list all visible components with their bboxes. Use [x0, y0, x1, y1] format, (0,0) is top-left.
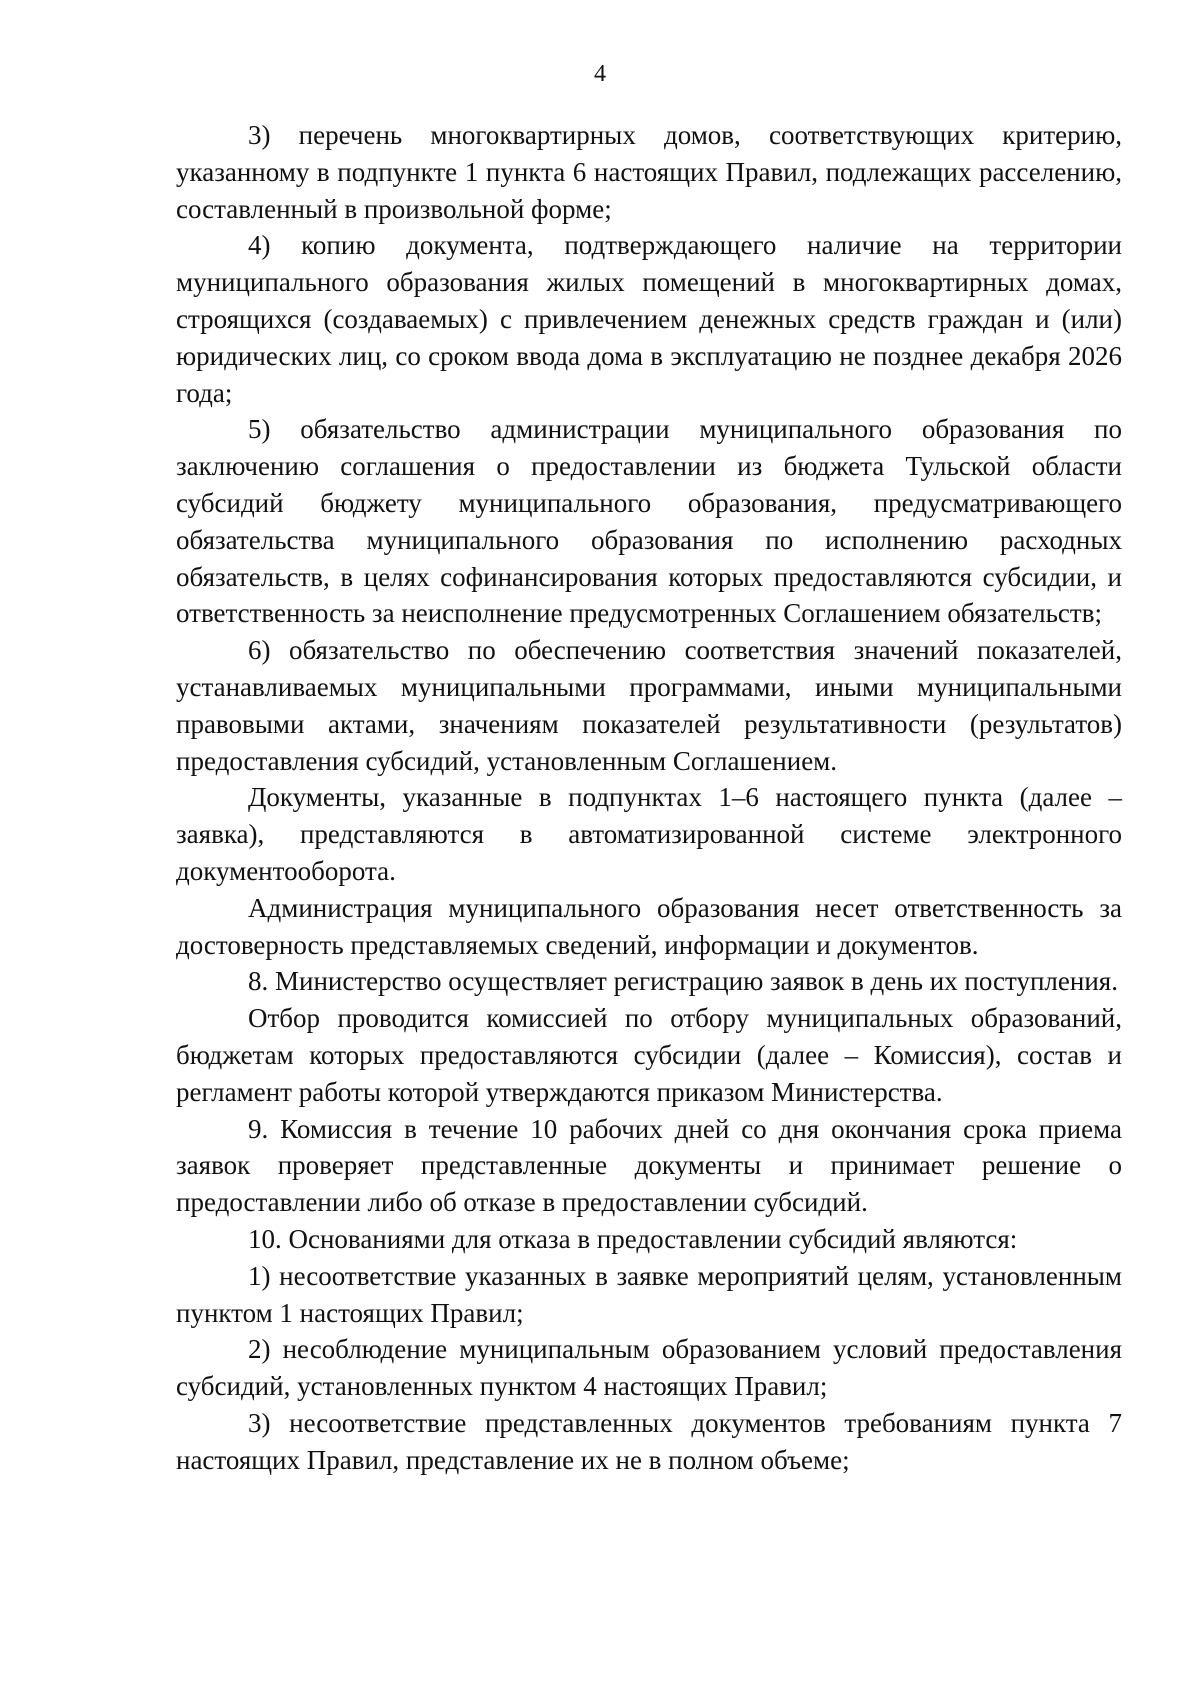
paragraph-application-documents: Документы, указанные в подпунктах 1–6 настоящего пункта (далее – заявка), представляются в автоматизированной системе электронного документооборота.: [176, 782, 1122, 886]
paragraph-refusal-ground-2: 2) несоблюдение муниципальным образованием условий предоставления субсидий, установленных пунктом 4 настоящих Правил;: [176, 1334, 1122, 1402]
paragraph-item-4-document-copy: 4) копию документа, подтверждающего наличие на территории муниципального образования жилых помещений в многоквартирных домах, строящихся (создаваемых) с привлечением денежных средств граждан и (или) юридических лиц, со сроком ввода дома в эксплуатацию не позднее декабря 2026 года;: [176, 230, 1122, 408]
page-number: 4: [594, 61, 606, 87]
paragraph-clause-9-review: 9. Комиссия в течение 10 рабочих дней со дня окончания срока приема заявок проверяет представленные документы и принимает решение о предоставлении либо об отказе в предоставлении субсидий.: [176, 1113, 1122, 1218]
paragraph-selection-commission: Отбор проводится комиссией по отбору муниципальных образований, бюджетам которых предоставляются субсидии (далее – Комиссия), состав и регламент работы которой утверждаются приказом Министерства.: [176, 1003, 1122, 1107]
paragraph-clause-8-registration: 8. Министерство осуществляет регистрацию заявок в день их поступления.: [248, 966, 1118, 997]
paragraph-item-6-obligation-indicators: 6) обязательство по обеспечению соответствия значений показателей, устанавливаемых муниципальными программами, иными муниципальными правовыми актами, значениям показателей результативности (результатов) предоставления субсидий, установленным Соглашением.: [176, 635, 1122, 776]
paragraph-refusal-ground-1: 1) несоответствие указанных в заявке мероприятий целям, установленным пунктом 1 настоящих Правил;: [176, 1260, 1122, 1328]
paragraph-clause-10-refusal-grounds: 10. Основаниями для отказа в предоставлении субсидий являются:: [248, 1223, 1018, 1254]
paragraph-administration-responsibility: Администрация муниципального образования несет ответственность за достоверность представляемых сведений, информации и документов.: [176, 892, 1122, 960]
paragraph-item-5-obligation-agreement: 5) обязательство администрации муниципального образования по заключению соглашения о предоставлении из бюджета Тульской области субсидий бюджету муниципального образования, предусматривающего обязательства муниципального образования по исполнению расходных обязательств, в целях софинансирования которых предоставляются субсидии, и ответственность за неисполнение предусмотренных Соглашением обязательств;: [176, 414, 1122, 629]
paragraph-refusal-ground-3: 3) несоответствие представленных документов требованиям пункта 7 настоящих Правил, представление их не в полном объеме;: [176, 1407, 1122, 1475]
paragraph-item-3-list: 3) перечень многоквартирных домов, соответствующих критерию, указанному в подпункте 1 пункта 6 настоящих Правил, подлежащих расселению, составленный в произвольной форме;: [176, 120, 1122, 224]
document-body: [176, 117, 1122, 1478]
